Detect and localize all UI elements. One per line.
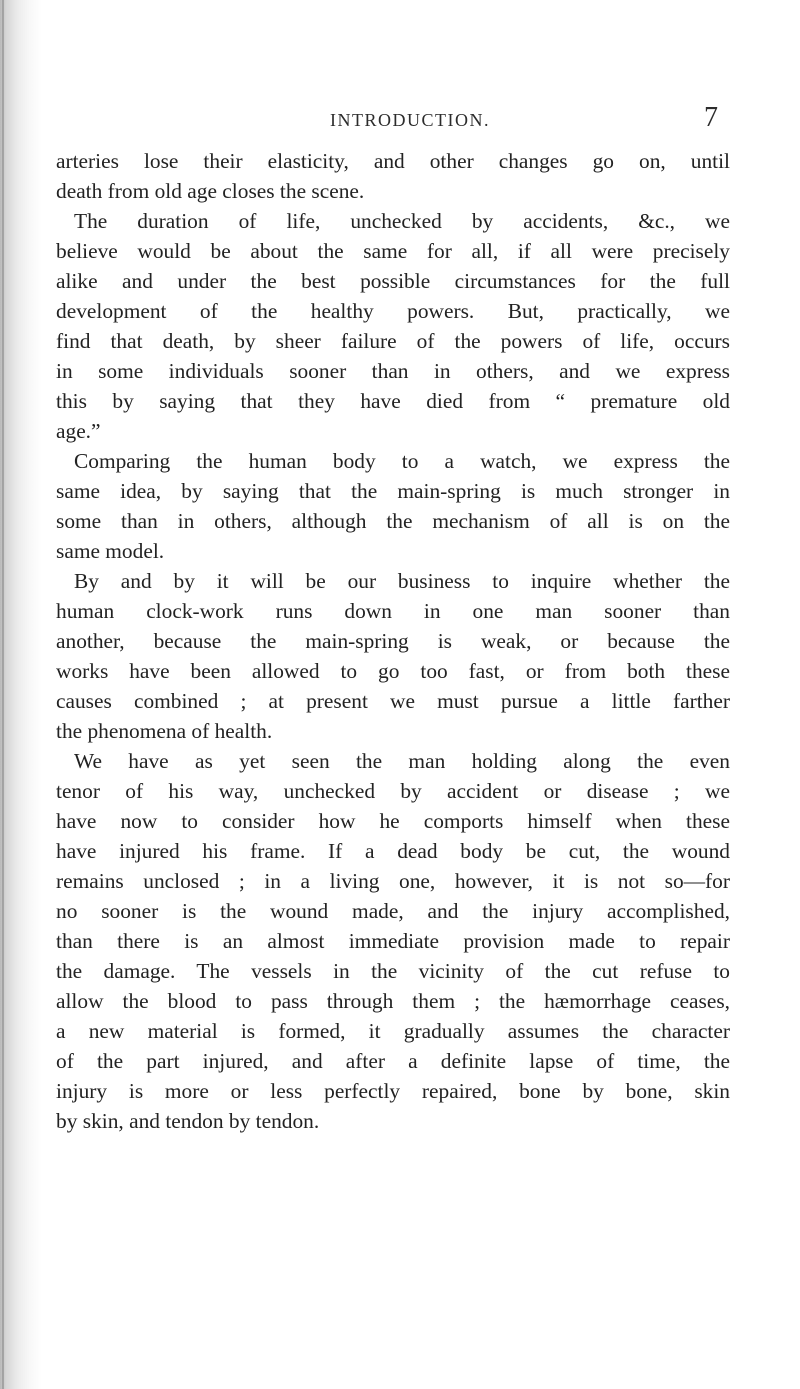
text-line: by skin, and tendon by tendon.	[56, 1109, 320, 1133]
text-line: The duration of life, unchecked by accidents, &c., we	[74, 209, 730, 233]
text-line: alike and under the best possible circumstances for the full	[56, 269, 730, 293]
text-line: some than in others, although the mechanism of all is on the	[56, 509, 730, 533]
running-title: INTRODUCTION.	[330, 110, 490, 130]
text-line: causes combined ; at present we must pursue a little farther	[56, 689, 730, 713]
text-line: tenor of his way, unchecked by accident or disease ; we	[56, 779, 730, 803]
text-line: development of the healthy powers. But, practically, we	[56, 299, 730, 323]
text-line: same model.	[56, 539, 165, 563]
text-line: age.”	[56, 419, 101, 443]
text-line: this by saying that they have died from “ premature old	[56, 389, 730, 413]
text-line: Comparing the human body to a watch, we express the	[74, 449, 730, 473]
text-line: of the part injured, and after a definite lapse of time, the	[56, 1049, 730, 1073]
text-line: another, because the main-spring is weak, or because the	[56, 629, 730, 653]
page-number: 7	[704, 102, 718, 133]
text-line: no sooner is the wound made, and the injury accomplished,	[56, 899, 730, 923]
text-line: injury is more or less perfectly repaired, bone by bone, skin	[56, 1079, 730, 1103]
text-line: a new material is formed, it gradually assumes the character	[56, 1019, 730, 1043]
text-line: have now to consider how he comports himself when these	[56, 809, 730, 833]
text-line: By and by it will be our business to inquire whether the	[74, 569, 730, 593]
text-line: We have as yet seen the man holding along the even	[74, 749, 730, 773]
text-line: works have been allowed to go too fast, or from both these	[56, 659, 730, 683]
running-header	[0, 102, 800, 138]
text-line: in some individuals sooner than in others, and we express	[56, 359, 730, 383]
text-line: the phenomena of health.	[56, 719, 273, 743]
text-line: human clock-work runs down in one man sooner than	[56, 599, 730, 623]
text-line: allow the blood to pass through them ; the hæmorrhage ceases,	[56, 989, 730, 1013]
text-line: remains unclosed ; in a living one, however, it is not so—for	[56, 869, 730, 893]
text-line: have injured his frame. If a dead body be cut, the wound	[56, 839, 730, 863]
body-text	[56, 146, 730, 1136]
text-line: arteries lose their elasticity, and other changes go on, until	[56, 149, 730, 173]
text-line: believe would be about the same for all, if all were precisely	[56, 239, 730, 263]
binding-edge	[2, 0, 4, 1389]
text-line: the damage. The vessels in the vicinity of the cut refuse to	[56, 959, 730, 983]
binding-shadow	[0, 0, 42, 1389]
text-line: find that death, by sheer failure of the powers of life, occurs	[56, 329, 730, 353]
text-line: death from old age closes the scene.	[56, 179, 365, 203]
text-line: same idea, by saying that the main-spring is much stronger in	[56, 479, 730, 503]
text-line: than there is an almost immediate provision made to repair	[56, 929, 730, 953]
